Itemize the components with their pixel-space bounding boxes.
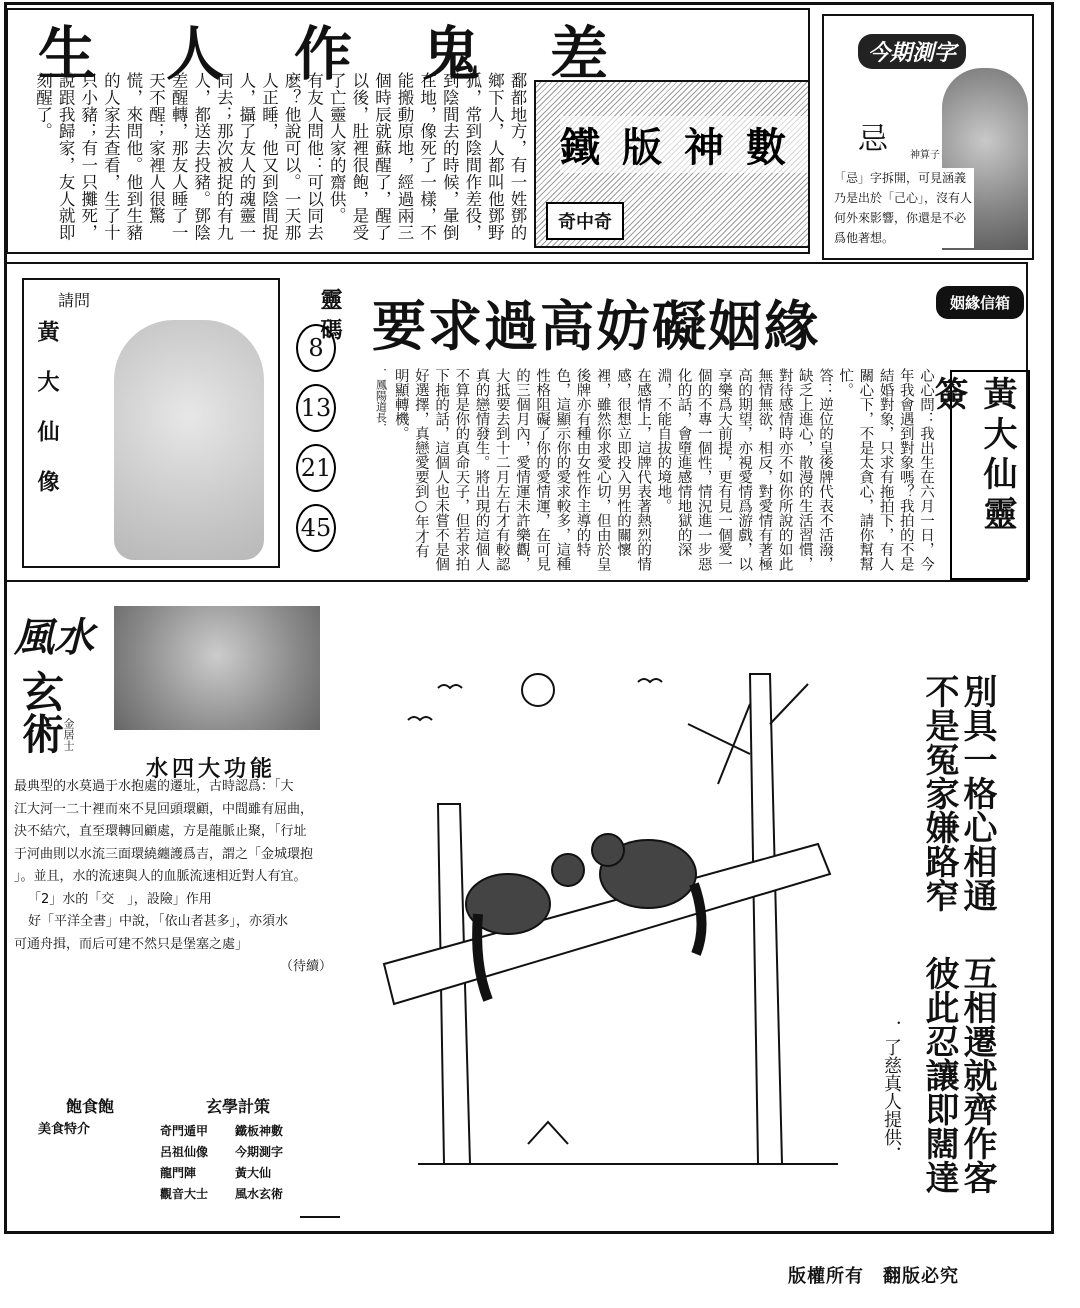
index-col-b-title: 玄學計策: [206, 1097, 271, 1116]
index-item: 風水玄術: [235, 1187, 284, 1201]
story-body: [18, 72, 528, 250]
index-item: 龍門陣: [160, 1166, 197, 1180]
char-test-text: 「忌」字拆開，可見涵義乃是出於「己心」，沒有人何外來影響，你還是不必爲他著想。: [834, 168, 974, 248]
fengshui-title: 水四大功能: [146, 756, 277, 782]
book-ad: [534, 80, 810, 248]
fengshui-line: 好「平洋全書」中說，「依山者甚多」，亦須水: [28, 914, 289, 929]
portrait-frame: [22, 278, 280, 568]
index-item: 呂祖仙像: [160, 1145, 209, 1159]
index-item: 觀音大士: [160, 1187, 209, 1201]
index-col-a-title: 飽食飽: [66, 1097, 115, 1116]
code-circle: 45: [296, 504, 336, 552]
code-circle: 21: [296, 444, 336, 492]
poem-line: 互相遷就齊作客: [957, 956, 997, 1194]
fengshui-line: 江大河一二十裡而來不見回頭環顧，中間雖有屈曲，: [14, 801, 314, 817]
poem-credit: ．了慈真人提供．: [881, 1020, 902, 1164]
code-circle: 13: [296, 384, 336, 432]
story-paragraph-1: 鄱都地方，有一姓鄧的鄉下人，人都叫他鄧野狐，常到陰間作差役，到陰間去的時候，暈倒在地，像死了一樣，不能搬動原地，經過兩三個時辰就蘇醒了，醒了以後，肚裡很飽，是受了亡靈人家的齋供。: [327, 72, 527, 241]
portrait-label: 黃大仙像: [34, 320, 60, 520]
story-title: 生人作鬼差: [38, 20, 679, 88]
fengshui-logo-a: 風水: [14, 614, 94, 661]
book-ad-title: 鐵版神數: [560, 116, 808, 173]
oracle-body: [352, 368, 936, 572]
index-divider: [300, 1216, 340, 1218]
fengshui-line: 」。並且，水的流速與人的血脈流速相近對人有宜。: [14, 869, 307, 884]
raccoon-illustration: [378, 664, 878, 1194]
code-list: [296, 324, 340, 552]
portrait-inscription: 請問: [58, 291, 91, 310]
fengshui-line: 最典型的水莫過于水抱處的遷址，古時認爲：「大: [14, 779, 294, 794]
oracle-answer-2: 在感情上，這牌代表著熱烈的情感，很想立即投入男性的關懷裡，雖然你求愛心切，但由於皇後牌亦有種由女性作主導的特色，這顯示你的愛求較多，這種性格阻礙了你的愛情運，在可見的三個月內，愛情運未許樂觀，大抵要去到十二月左右才有較認真的戀情發生。將出現的這個人不算是你的真命天子，但若求拍下拖的話，這個人也未嘗不是個好選擇，真戀愛要到○年才有明顯轉機。: [392, 368, 652, 571]
book-ad-tag: 奇中奇: [546, 202, 624, 240]
code-label: 靈碼: [317, 288, 343, 348]
oracle-question: 心心問：我出生在六月一日，今年我會遇到對象嗎？我拍的不是結婚對象，只求有拖拍下，有人關心下，不是太貪心，請你幫幫忙。: [837, 368, 934, 571]
oracle-side-title: 黃大仙靈簽: [950, 370, 1030, 580]
oracle-section: [4, 262, 1028, 582]
footer-copyright: 版權所有 翻版必究: [788, 1266, 959, 1287]
portrait-figure: [114, 320, 264, 560]
fengshui-body: [14, 776, 356, 979]
index-item: 今期測字: [235, 1145, 284, 1159]
char-test-char: 忌: [858, 122, 888, 157]
fengshui-line: 于河曲則以水流三面環繞纏護爲吉，謂之「金城環抱: [14, 846, 314, 862]
tree-trunk-right: [750, 674, 782, 1164]
fengshui-line: 決不結穴，直至環轉回顧處，方是龍脈止聚，「行址: [14, 824, 307, 839]
story-section: [6, 8, 810, 254]
index-item: 黃大仙: [235, 1166, 272, 1180]
oracle-badge: 姻緣信箱: [936, 286, 1024, 319]
poem-lower: [920, 956, 996, 1216]
index-col-a-item: 美食特介: [38, 1122, 91, 1137]
fengshui-line: 「2」水的「交 」，設險」作用: [28, 891, 212, 907]
sun-icon: [522, 674, 554, 706]
index-col-b-grid: [160, 1122, 310, 1202]
bird-icon: [408, 717, 432, 720]
char-test-author: 神算子: [910, 146, 940, 161]
char-test-section: [822, 14, 1034, 260]
story-paragraph-2: 有友人問他：可以同去麽？他說可以。一天那人正睡，他又到陰間捉人，攝了友人的魂靈一同去；那次被捉的有九人，都送去投豬。鄧陰差醒轉，那友人睡了一天不醒；家裡人很驚慌，來問他。他到生豬的人家去查看，生了十只小豬；有一只攤死，說跟我歸家，友人就即刻醒了。: [33, 72, 324, 241]
fengshui-line: 可通舟揖，而后可建不然只是堡塞之處」: [14, 936, 249, 952]
oracle-answer-1: 答：逆位的皇後牌代表不活潑，缺乏上進心，散漫的生活習慣，對待感情時亦不如你所說的如此無情無欲，相反，對愛情有著極高的期望，亦視愛情爲游戲，以享樂爲大前提，更有見一個愛一個的不專一個性，情況進一步惡化的話，會墮進感情地獄的深淵，不能自拔的境地。: [655, 368, 833, 571]
oracle-headline: 要求過高妨礙姻緣: [372, 294, 820, 358]
code-circle: 8: [296, 324, 336, 372]
bird-icon: [438, 685, 462, 688]
oracle-signature: ．鳳陽道長．: [374, 368, 388, 434]
tree-branch: [688, 684, 808, 784]
fengshui-photo: [114, 606, 320, 730]
fengshui-author: 金居士: [62, 718, 75, 751]
poem-line: 彼此忍讓即闊達: [919, 956, 959, 1194]
bird-icon: [638, 679, 662, 682]
char-test-header: 今期測字: [858, 34, 966, 69]
poem-line: 不是冤家嫌路窄: [919, 674, 959, 912]
index-item: 鐵板神數: [235, 1124, 284, 1138]
fengshui-logo-b: 玄術: [16, 670, 65, 754]
poem-line: 別具一格心相通: [957, 674, 997, 912]
index-item: 奇門遁甲: [160, 1124, 209, 1138]
fengshui-continued: （待續）: [279, 959, 332, 974]
